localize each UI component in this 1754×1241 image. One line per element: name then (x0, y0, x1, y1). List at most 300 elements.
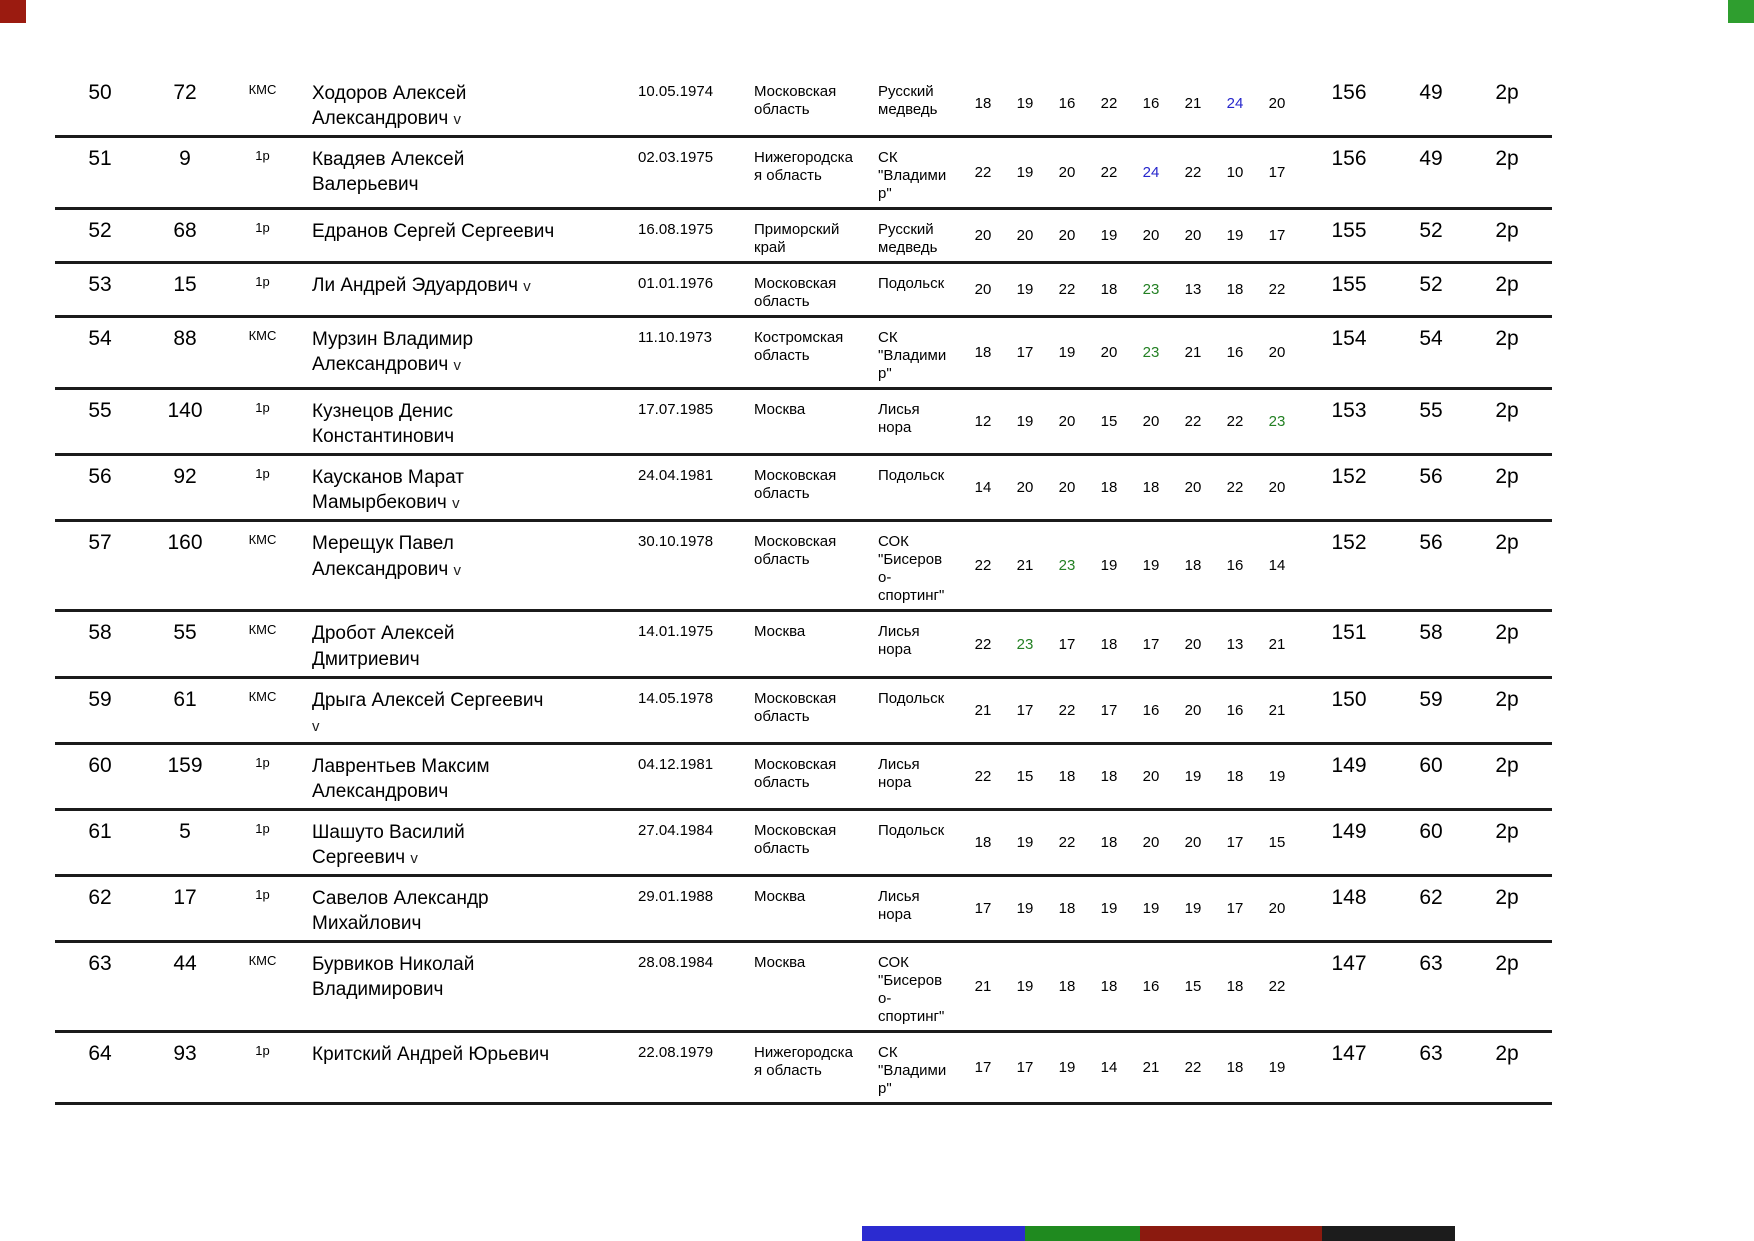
birth-date: 28.08.1984 (638, 954, 714, 972)
series-score: 13 (1184, 281, 1202, 299)
birth-date: 10.05.1974 (638, 83, 714, 100)
row-place: 59 (88, 687, 112, 711)
series-score: 18 (1100, 767, 1118, 785)
birth-date: 01.01.1976 (638, 275, 714, 293)
athlete-name: Квадяев Алексей Валерьевич (312, 149, 465, 196)
awarded-rank: 2р (1495, 81, 1519, 104)
table-row (55, 611, 1552, 677)
bib-number: 68 (173, 219, 197, 243)
series-score: 18 (1226, 767, 1244, 785)
series-score: 18 (1100, 978, 1118, 996)
club: Лисья нора (878, 888, 920, 924)
row-place: 55 (88, 399, 112, 423)
total-score: 156 (1331, 81, 1367, 104)
birth-date: 11.10.1973 (638, 329, 712, 347)
series-score: 14 (1100, 1059, 1118, 1077)
final-place: 60 (1419, 753, 1443, 777)
table-row (55, 137, 1552, 209)
athlete-rank: 1р (255, 220, 270, 236)
birth-date: 14.05.1978 (638, 689, 714, 707)
check-mark: v (453, 357, 462, 375)
awarded-rank: 2р (1495, 952, 1519, 976)
final-place: 60 (1419, 819, 1443, 843)
series-score: 10 (1226, 164, 1244, 182)
birth-date: 02.03.1975 (638, 149, 714, 167)
final-place: 63 (1419, 1042, 1443, 1066)
series-score: 18 (1100, 281, 1118, 299)
birth-date: 29.01.1988 (638, 888, 714, 906)
region: Нижегородская область (754, 149, 853, 185)
series-score: 19 (1016, 95, 1034, 113)
series-score: 18 (974, 344, 992, 362)
region: Московская область (754, 533, 837, 569)
bib-number: 88 (173, 327, 197, 351)
row-place: 61 (88, 819, 112, 843)
total-score: 152 (1331, 465, 1367, 489)
series-score: 22 (1184, 1059, 1202, 1077)
awarded-rank: 2р (1495, 621, 1519, 645)
row-place: 63 (88, 952, 112, 976)
club: СОК "Бисерово-спортинг" (878, 954, 945, 1026)
series-score: 22 (1268, 281, 1286, 299)
series-score: 18 (974, 834, 992, 852)
row-place: 51 (88, 147, 112, 171)
birth-date: 04.12.1981 (638, 755, 714, 773)
series-score: 18 (1226, 281, 1244, 299)
region: Московская область (754, 83, 837, 118)
series-score: 17 (1142, 635, 1160, 653)
row-place: 58 (88, 621, 112, 645)
series-score: 19 (1100, 900, 1118, 918)
series-score: 22 (1058, 281, 1076, 299)
series-score: 17 (1016, 344, 1034, 362)
total-score: 149 (1331, 753, 1367, 777)
athlete-rank: 1р (255, 274, 270, 290)
series-score: 20 (1142, 227, 1160, 245)
total-score: 151 (1331, 621, 1367, 645)
table-row (55, 809, 1552, 875)
total-score: 152 (1331, 531, 1367, 555)
club: СК "Владимир" (878, 149, 947, 203)
series-score: 19 (1016, 164, 1034, 182)
check-mark: v (452, 495, 460, 513)
series-score: 19 (1016, 978, 1034, 996)
final-place: 49 (1419, 147, 1443, 171)
region: Москва (754, 623, 806, 641)
series-score: 18 (1100, 479, 1118, 497)
table-row (55, 317, 1552, 389)
series-score: 17 (1058, 635, 1076, 653)
birth-date: 30.10.1978 (638, 533, 714, 551)
series-score: 18 (1226, 1059, 1244, 1077)
series-score: 16 (1142, 978, 1160, 996)
bib-number: 55 (173, 621, 197, 645)
series-score: 16 (1058, 95, 1076, 113)
athlete-name: Мерещук Павел Александрович (312, 533, 454, 580)
row-place: 62 (88, 886, 112, 910)
awarded-rank: 2р (1495, 465, 1519, 489)
table-row (55, 209, 1552, 263)
awarded-rank: 2р (1495, 219, 1519, 243)
series-score: 20 (1184, 635, 1202, 653)
series-score: 20 (1058, 413, 1076, 431)
series-score: 22 (974, 767, 992, 785)
series-score: 22 (1184, 413, 1202, 431)
club: Подольск (878, 689, 945, 707)
bib-number: 93 (173, 1042, 197, 1066)
series-score: 21 (974, 701, 992, 719)
region: Костромская область (754, 329, 844, 365)
series-score: 19 (1184, 900, 1202, 918)
series-score: 14 (1268, 557, 1286, 575)
series-score: 22 (1226, 413, 1244, 431)
series-score: 20 (1268, 479, 1286, 497)
series-score: 20 (1268, 900, 1286, 918)
series-score: 15 (1268, 834, 1286, 852)
series-score: 15 (1016, 767, 1034, 785)
series-score: 22 (974, 164, 992, 182)
series-score: 19 (1268, 767, 1286, 785)
athlete-rank: 1р (255, 820, 270, 836)
athlete-rank: 1р (255, 1043, 270, 1059)
table-row (55, 876, 1552, 942)
region: Московская область (754, 275, 837, 311)
athlete-name: Дробот Алексей Дмитриевич (312, 623, 455, 670)
total-score: 153 (1331, 399, 1367, 423)
athlete-name: Савелов Александр Михайлович (312, 888, 489, 935)
series-score: 22 (974, 557, 992, 575)
series-score: 21 (1268, 635, 1286, 653)
series-score: 20 (1184, 479, 1202, 497)
club: СОК "Бисерово-спортинг" (878, 533, 945, 605)
series-score: 20 (1142, 413, 1160, 431)
series-score: 18 (1058, 767, 1076, 785)
series-score: 17 (974, 900, 992, 918)
check-mark: v (453, 111, 462, 129)
series-score: 18 (1100, 834, 1118, 852)
row-place: 53 (88, 273, 112, 297)
region: Московская область (754, 689, 837, 725)
series-score: 14 (974, 479, 992, 497)
series-score: 20 (1016, 227, 1034, 245)
series-score: 19 (1268, 1059, 1286, 1077)
table-row (55, 389, 1552, 455)
series-score: 17 (1226, 900, 1244, 918)
club: СК "Владимир" (878, 1044, 947, 1098)
total-score: 155 (1331, 273, 1367, 297)
final-place: 56 (1419, 465, 1443, 489)
series-score: 20 (1184, 701, 1202, 719)
awarded-rank: 2р (1495, 1042, 1519, 1066)
birth-date: 22.08.1979 (638, 1044, 714, 1062)
athlete-name: Критский Андрей Юрьевич (312, 1044, 550, 1066)
bib-number: 5 (179, 819, 191, 843)
total-score: 148 (1331, 886, 1367, 910)
results-table-body (55, 72, 1552, 1104)
series-score: 18 (1058, 900, 1076, 918)
awarded-rank: 2р (1495, 753, 1519, 777)
bib-number: 92 (173, 465, 197, 489)
bib-number: 15 (173, 273, 197, 297)
series-score: 20 (1016, 479, 1034, 497)
series-score: 13 (1226, 635, 1244, 653)
bib-number: 44 (173, 952, 197, 976)
athlete-rank: КМС (248, 328, 277, 344)
athlete-name: Дрыга Алексей Сергеевич (312, 689, 544, 711)
series-score: 20 (1268, 95, 1286, 113)
series-score: 17 (1268, 164, 1286, 182)
series-score: 19 (1142, 900, 1160, 918)
athlete-name: Лаврентьев Максим Александрович (312, 755, 490, 802)
series-score: 22 (1058, 834, 1076, 852)
final-place: 62 (1419, 886, 1443, 910)
series-score: 19 (1016, 281, 1034, 299)
bib-number: 160 (167, 531, 203, 555)
series-score: 23 (1142, 344, 1160, 362)
series-score: 22 (974, 635, 992, 653)
awarded-rank: 2р (1495, 147, 1519, 171)
bib-number: 140 (167, 399, 203, 423)
series-score: 12 (974, 413, 992, 431)
awarded-rank: 2р (1495, 819, 1519, 843)
series-score: 23 (1268, 413, 1286, 431)
region: Московская область (754, 821, 837, 857)
series-score: 16 (1226, 344, 1244, 362)
series-score: 16 (1142, 95, 1160, 113)
series-score: 20 (1142, 767, 1160, 785)
series-score: 21 (974, 978, 992, 996)
row-place: 60 (88, 753, 112, 777)
series-score: 20 (974, 227, 992, 245)
club: Лисья нора (878, 401, 920, 437)
club: СК "Владимир" (878, 329, 947, 383)
bib-number: 72 (173, 81, 197, 104)
athlete-rank: 1р (255, 754, 270, 770)
athlete-rank: КМС (248, 532, 277, 548)
results-table (55, 72, 1552, 1105)
series-score: 20 (1058, 227, 1076, 245)
table-row (55, 72, 1552, 137)
check-mark: v (523, 278, 531, 296)
club: Лисья нора (878, 623, 920, 659)
awarded-rank: 2р (1495, 327, 1519, 351)
series-score: 17 (1016, 1059, 1034, 1077)
series-score: 21 (1268, 701, 1286, 719)
birth-date: 17.07.1985 (638, 401, 714, 419)
series-score: 15 (1100, 413, 1118, 431)
series-score: 21 (1184, 95, 1202, 113)
series-score: 17 (1016, 701, 1034, 719)
series-score: 17 (1226, 834, 1244, 852)
final-place: 59 (1419, 687, 1443, 711)
final-place: 49 (1419, 81, 1443, 104)
final-place: 55 (1419, 399, 1443, 423)
total-score: 155 (1331, 219, 1367, 243)
series-score: 20 (1268, 344, 1286, 362)
top-right-artifact (1728, 0, 1754, 23)
check-mark: v (312, 717, 320, 735)
final-place: 52 (1419, 273, 1443, 297)
series-score: 21 (1142, 1059, 1160, 1077)
table-row (55, 521, 1552, 611)
series-score: 17 (1268, 227, 1286, 245)
athlete-name: Ходоров Алексей Александрович (312, 83, 467, 130)
bottom-strip-segment (862, 1226, 1025, 1241)
row-place: 57 (88, 531, 112, 555)
check-mark: v (410, 850, 418, 868)
birth-date: 27.04.1984 (638, 821, 714, 839)
athlete-name: Бурвиков Николай Владимирович (312, 954, 475, 1001)
series-score: 16 (1226, 557, 1244, 575)
series-score: 19 (1016, 900, 1034, 918)
series-score: 20 (1184, 834, 1202, 852)
table-row (55, 1032, 1552, 1104)
series-score: 20 (1058, 479, 1076, 497)
series-score: 17 (1100, 701, 1118, 719)
region: Москва (754, 954, 806, 972)
series-score: 19 (1058, 1059, 1076, 1077)
table-row (55, 455, 1552, 521)
table-row (55, 942, 1552, 1032)
athlete-rank: КМС (248, 82, 277, 97)
club: Русский медведь (878, 221, 938, 257)
series-score: 23 (1016, 635, 1034, 653)
series-score: 20 (1058, 164, 1076, 182)
series-score: 22 (1226, 479, 1244, 497)
bottom-strip-segment (1025, 1226, 1140, 1241)
athlete-rank: КМС (248, 688, 277, 704)
total-score: 149 (1331, 819, 1367, 843)
series-score: 24 (1142, 164, 1160, 182)
series-score: 18 (1100, 635, 1118, 653)
club: Лисья нора (878, 755, 920, 791)
series-score: 20 (1184, 227, 1202, 245)
series-score: 18 (1226, 978, 1244, 996)
bib-number: 159 (167, 753, 203, 777)
series-score: 22 (1100, 164, 1118, 182)
series-score: 22 (1184, 164, 1202, 182)
series-score: 17 (974, 1059, 992, 1077)
bib-number: 9 (179, 147, 191, 171)
region: Приморский край (754, 221, 840, 257)
total-score: 154 (1331, 327, 1367, 351)
series-score: 23 (1142, 281, 1160, 299)
series-score: 19 (1100, 557, 1118, 575)
check-mark: v (453, 561, 462, 579)
row-place: 64 (88, 1042, 112, 1066)
final-place: 52 (1419, 219, 1443, 243)
series-score: 22 (1268, 978, 1286, 996)
series-score: 21 (1016, 557, 1034, 575)
athlete-rank: КМС (248, 622, 277, 638)
row-place: 50 (88, 81, 112, 104)
row-place: 56 (88, 465, 112, 489)
club: Подольск (878, 275, 945, 293)
club: Подольск (878, 821, 945, 839)
region: Москва (754, 888, 806, 906)
awarded-rank: 2р (1495, 687, 1519, 711)
awarded-rank: 2р (1495, 273, 1519, 297)
series-score: 19 (1016, 413, 1034, 431)
athlete-name: Шашуто Василий Сергеевич (312, 821, 465, 869)
series-score: 19 (1184, 767, 1202, 785)
series-score: 16 (1226, 701, 1244, 719)
series-score: 19 (1100, 227, 1118, 245)
athlete-rank: 1р (255, 400, 270, 416)
athlete-name: Каусканов Марат Мамырбекович (312, 467, 464, 514)
final-place: 58 (1419, 621, 1443, 645)
series-score: 20 (1142, 834, 1160, 852)
total-score: 147 (1331, 1042, 1367, 1066)
series-score: 23 (1058, 557, 1076, 575)
series-score: 19 (1226, 227, 1244, 245)
athlete-rank: 1р (255, 148, 270, 164)
table-row (55, 263, 1552, 317)
club: Русский медведь (878, 83, 938, 118)
bottom-strip-segment (1140, 1226, 1322, 1241)
birth-date: 14.01.1975 (638, 623, 714, 641)
series-score: 24 (1226, 95, 1244, 113)
awarded-rank: 2р (1495, 531, 1519, 555)
total-score: 147 (1331, 952, 1367, 976)
series-score: 18 (974, 95, 992, 113)
series-score: 19 (1058, 344, 1076, 362)
athlete-rank: КМС (248, 953, 277, 969)
birth-date: 24.04.1981 (638, 467, 714, 485)
region: Москва (754, 401, 806, 419)
series-score: 20 (974, 281, 992, 299)
bottom-strip-segment (1322, 1226, 1455, 1241)
table-row (55, 677, 1552, 743)
final-place: 63 (1419, 952, 1443, 976)
region: Московская область (754, 755, 837, 791)
bib-number: 61 (173, 687, 197, 711)
athlete-rank: 1р (255, 466, 270, 482)
athlete-name: Кузнецов Денис Константинович (312, 401, 455, 448)
total-score: 150 (1331, 687, 1367, 711)
club: Подольск (878, 467, 945, 485)
series-score: 22 (1058, 701, 1076, 719)
bib-number: 17 (173, 886, 197, 910)
series-score: 15 (1184, 978, 1202, 996)
awarded-rank: 2р (1495, 399, 1519, 423)
bottom-color-strip (0, 1226, 1754, 1241)
athlete-name: Мурзин Владимир Александрович (312, 329, 474, 376)
athlete-name: Ли Андрей Эдуардович (312, 275, 518, 297)
series-score: 18 (1058, 978, 1076, 996)
series-score: 21 (1184, 344, 1202, 362)
region: Московская область (754, 467, 837, 503)
top-left-artifact (0, 0, 26, 23)
awarded-rank: 2р (1495, 886, 1519, 910)
series-score: 22 (1100, 95, 1118, 113)
series-score: 16 (1142, 701, 1160, 719)
table-row (55, 743, 1552, 809)
final-place: 54 (1419, 327, 1443, 351)
series-score: 18 (1184, 557, 1202, 575)
total-score: 156 (1331, 147, 1367, 171)
series-score: 18 (1142, 479, 1160, 497)
birth-date: 16.08.1975 (638, 221, 714, 239)
series-score: 19 (1142, 557, 1160, 575)
row-place: 52 (88, 219, 112, 243)
series-score: 19 (1016, 834, 1034, 852)
athlete-rank: 1р (255, 887, 270, 903)
series-score: 20 (1100, 344, 1118, 362)
region: Нижегородская область (754, 1044, 853, 1080)
final-place: 56 (1419, 531, 1443, 555)
row-place: 54 (88, 327, 112, 351)
